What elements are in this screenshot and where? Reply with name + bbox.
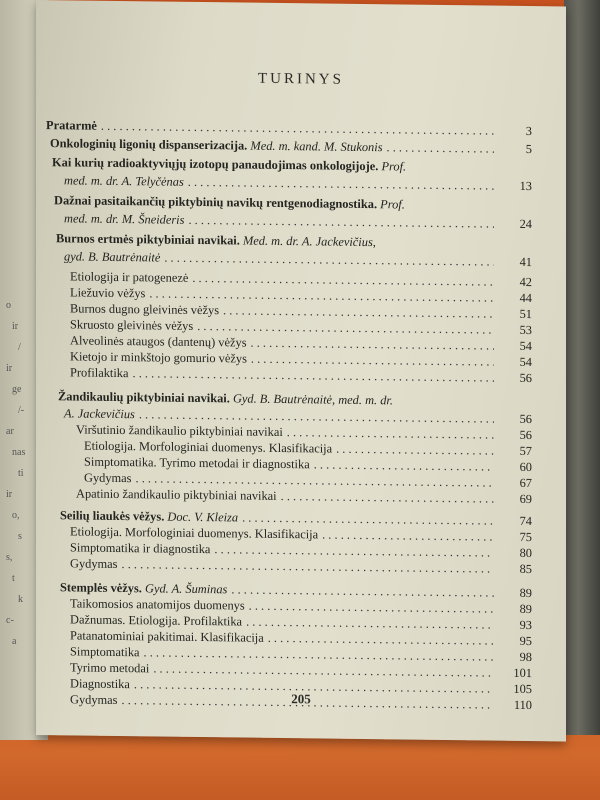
- toc-page-number: 75: [519, 529, 532, 545]
- toc-page-number: 5: [525, 141, 532, 157]
- toc-page-number: 42: [519, 274, 532, 290]
- toc-page-number: 51: [519, 306, 532, 322]
- toc-entry-text: Pratarmė: [46, 118, 97, 133]
- toc-entry-title: [70, 659, 149, 676]
- leader-dots: [188, 174, 494, 194]
- toc-page-number: 56: [519, 427, 532, 443]
- toc-entry-text: Dažnai pasitaikančių piktybinių navikų rentgenodiagnostika.: [54, 193, 381, 212]
- toc-entry-text: A. Jackevičius: [64, 406, 135, 422]
- toc-entry-title: [64, 210, 184, 227]
- previous-page-text-fragment: o,: [12, 510, 20, 521]
- toc-entry-text: Stemplės vėžys.: [60, 580, 145, 596]
- toc-page-number: 54: [519, 338, 532, 354]
- toc-entry-text: Apatinio žandikaulio piktybiniai navikai: [76, 486, 277, 503]
- leader-dots: [188, 212, 494, 232]
- toc-entry-title: [76, 485, 277, 503]
- toc-page-number: 93: [519, 617, 532, 633]
- toc-entry-title: [70, 643, 140, 660]
- toc-page-number: 74: [519, 513, 532, 529]
- book-cover-edge: [564, 0, 600, 735]
- toc-page-number: 89: [519, 601, 532, 617]
- previous-page-text-fragment: /-: [18, 405, 25, 416]
- toc-entry-title: [46, 117, 97, 134]
- toc-entry-text: Etiologija ir patogenezė: [70, 269, 189, 285]
- toc-entry-text: gyd. B. Bautrėnaitė: [64, 249, 161, 265]
- toc-entry-text: Dažnumas. Etiologija. Profilaktika: [70, 612, 243, 629]
- previous-page-text-fragment: /: [18, 342, 21, 353]
- toc-entry-title: [70, 316, 193, 334]
- toc-entry: [64, 172, 532, 194]
- toc-entry-text: Profilaktika: [70, 365, 129, 381]
- toc-page-number: 53: [519, 322, 532, 338]
- toc-entry-text: Etiologija. Morfologiniai duomenys. Klasifikacija: [70, 524, 319, 542]
- previous-page-text-fragment: ir: [6, 489, 13, 500]
- previous-page-text-fragment: ir: [6, 363, 13, 374]
- toc-entry-title: [70, 555, 118, 572]
- toc-page-number: 67: [519, 475, 532, 491]
- toc-entry-text: Kai kurių radioaktyviųjų izotopų panaudojimas onkologijoje.: [52, 155, 382, 174]
- toc-entry-text: Alveolinės ataugos (dantenų) vėžys: [70, 333, 247, 350]
- toc-entry-text: Taikomosios anatomijos duomenys: [70, 596, 245, 613]
- toc-entry-text: Seilių liaukės vėžys.: [60, 508, 168, 524]
- leader-dots: [122, 556, 495, 577]
- page-heading: TURINYS: [257, 70, 344, 88]
- toc-page-number: 3: [525, 123, 532, 139]
- toc-page-number: 41: [519, 254, 532, 270]
- previous-page-text-fragment: o: [6, 300, 11, 311]
- toc-entry-text: Viršutinio žandikaulio piktybiniai navikai: [76, 422, 283, 440]
- toc-entry-text: Simptomatika: [70, 644, 140, 660]
- toc-page-number: 110: [513, 697, 532, 713]
- toc-entry-text: med. m. dr. M. Šneideris: [64, 211, 185, 227]
- toc-entry-text: Tyrimo metodai: [70, 660, 150, 676]
- leader-dots: [101, 118, 494, 139]
- toc-entry-title: [70, 268, 188, 285]
- toc-entry-text: Žandikaulių piktybiniai navikai.: [58, 389, 233, 406]
- toc-entry-title: [84, 470, 132, 487]
- leader-dots: [281, 488, 494, 507]
- toc-entry-title: [64, 248, 160, 265]
- toc-entry-text: Burnos ertmės piktybiniai navikai.: [56, 231, 243, 248]
- previous-page-text-fragment: k: [18, 594, 23, 605]
- page-number: 205: [291, 691, 311, 707]
- previous-page-text-fragment: s,: [6, 552, 13, 563]
- toc-entry-title: [50, 135, 383, 155]
- toc-entry-title: [64, 405, 135, 422]
- toc-page-number: 85: [519, 561, 532, 577]
- toc-entry-text: Gydymas: [70, 692, 118, 707]
- toc-entry-title: [70, 364, 129, 381]
- toc-entry-text: Med. m. kand. M. Stukonis: [250, 138, 383, 155]
- toc-page-number: 56: [519, 370, 532, 386]
- toc-entry-text: Skruosto gleivinės vėžys: [70, 317, 194, 333]
- previous-page-text-fragment: ge: [12, 384, 22, 395]
- previous-page-text-fragment: t: [12, 573, 15, 584]
- previous-page-text-fragment: s: [18, 531, 22, 542]
- toc-entry-text: Simptomatika. Tyrimo metodai ir diagnostika: [84, 454, 310, 472]
- toc-entry-text: Kietojo ir minkštojo gomurio vėžys: [70, 349, 247, 366]
- toc-entry-text: Prof.: [380, 197, 405, 212]
- toc-page-number: 80: [519, 545, 532, 561]
- leader-dots: [336, 441, 494, 459]
- toc-page-number: 60: [519, 459, 532, 475]
- toc-entry-text: Prof.: [381, 159, 407, 174]
- toc-entry: [64, 248, 532, 270]
- toc-page-number: 44: [519, 290, 532, 306]
- toc-entry-text: Diagnostika: [70, 676, 130, 692]
- toc-page-number: 24: [519, 216, 532, 232]
- toc-entry-text: Patanatominiai pakitimai. Klasifikacija: [70, 628, 264, 645]
- previous-page-text-fragment: ir: [12, 321, 19, 332]
- toc-entry-text: Onkologinių ligonių dispanserizacija.: [50, 136, 251, 153]
- toc-entry-text: Etiologija. Morfologiniai duomenys. Klasifikacija: [84, 438, 333, 456]
- toc-entry-title: [70, 539, 210, 557]
- toc-entry-text: Gyd. A. Šuminas: [145, 581, 228, 597]
- toc-entry-text: Doc. V. Kleiza: [167, 509, 239, 525]
- leader-dots: [133, 365, 495, 385]
- previous-page-text-fragment: ar: [6, 426, 14, 437]
- book-page: [36, 0, 566, 741]
- toc-entry-title: [70, 300, 219, 318]
- toc-entry-text: Burnos dugno gleivinės vėžys: [70, 301, 220, 318]
- toc-entry-text: Med. m. dr. A. Jackevičius,: [242, 233, 376, 250]
- toc-page-number: 89: [519, 585, 532, 601]
- toc-page-number: 69: [519, 491, 532, 507]
- toc-entry-text: Gydymas: [84, 470, 132, 486]
- toc-entry-text: Gyd. B. Bautrėnaitė, med. m. dr.: [232, 391, 393, 408]
- toc-entry-title: [56, 230, 376, 250]
- toc-page-number: 56: [519, 411, 532, 427]
- leader-dots: [164, 250, 494, 270]
- toc-page-number: 57: [519, 443, 532, 459]
- toc-entry-text: Simptomatika ir diagnostika: [70, 540, 211, 557]
- toc-entry-title: [54, 192, 405, 212]
- previous-page-text-fragment: c-: [6, 615, 14, 626]
- previous-page-text-fragment: nas: [12, 447, 26, 458]
- toc-page-number: 13: [519, 178, 532, 194]
- toc-page-number: 105: [513, 681, 532, 697]
- previous-page-text-fragment: a: [12, 636, 17, 647]
- toc-entry-text: Gydymas: [70, 556, 118, 571]
- leader-dots: [387, 139, 494, 156]
- toc-entry-title: [52, 154, 406, 174]
- toc-page-number: 101: [513, 665, 532, 681]
- toc-page-number: 54: [519, 354, 532, 370]
- toc-page-number: 98: [519, 649, 532, 665]
- previous-page-text-fragment: ti: [18, 468, 24, 479]
- toc-entry: [64, 210, 532, 232]
- toc-entry-title: [70, 284, 145, 301]
- toc-entry-text: med. m. dr. A. Telyčėnas: [64, 173, 184, 189]
- toc-entry-title: [64, 172, 184, 189]
- toc-page-number: 95: [519, 633, 532, 649]
- toc-entry-text: Liežuvio vėžys: [70, 285, 146, 301]
- toc-entry: [50, 135, 532, 157]
